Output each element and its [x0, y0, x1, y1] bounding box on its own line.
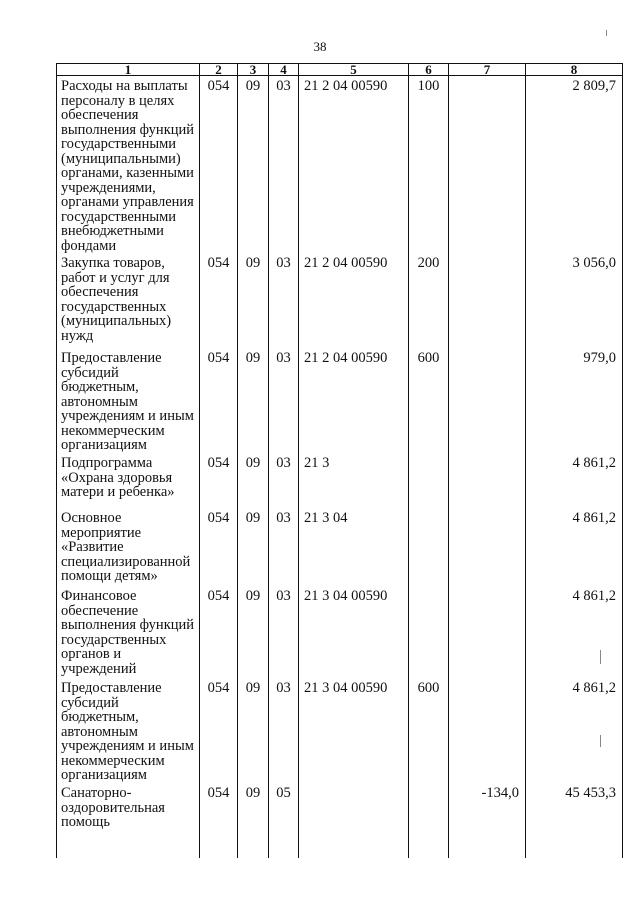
- col-header-4: 4: [269, 64, 299, 76]
- row-cell-8: 4 861,2: [526, 678, 623, 783]
- budget-table: [56, 63, 623, 858]
- row-cell-2: 054: [200, 76, 238, 254]
- row-cell-6: [409, 453, 449, 508]
- row-cell-2: 054: [200, 508, 238, 586]
- row-cell-4: 03: [269, 253, 299, 348]
- row-cell-3: 09: [238, 453, 269, 508]
- row-cell-7: [449, 678, 526, 783]
- row-name-cell: Закупка товаров, работ и услуг для обеспечения государственных (муниципальных) нужд: [57, 253, 200, 348]
- table-row: [57, 586, 623, 678]
- row-cell-5: 21 3 04: [299, 508, 409, 586]
- row-cell-3: 09: [238, 678, 269, 783]
- row-cell-8: 979,0: [526, 348, 623, 453]
- row-cell-7: [449, 453, 526, 508]
- col-header-3: 3: [238, 64, 269, 76]
- row-cell-8: 3 056,0: [526, 253, 623, 348]
- row-cell-4: 03: [269, 678, 299, 783]
- row-cell-8: 45 453,3: [526, 783, 623, 858]
- row-cell-2: 054: [200, 253, 238, 348]
- row-cell-6: 600: [409, 348, 449, 453]
- row-name-cell: Подпрограмма «Охрана здоровья матери и ребенка»: [57, 453, 200, 508]
- row-cell-2: 054: [200, 783, 238, 858]
- row-cell-7: [449, 508, 526, 586]
- row-name-cell: Предоставление субсидий бюджетным, автономным учреждениям и иным некоммерческим организациям: [57, 348, 200, 453]
- row-cell-6: [409, 586, 449, 678]
- col-header-8: 8: [526, 64, 623, 76]
- row-cell-5: 21 3 04 00590: [299, 678, 409, 783]
- row-cell-7: [449, 76, 526, 254]
- scan-speck: [600, 650, 601, 664]
- row-cell-3: 09: [238, 508, 269, 586]
- row-cell-8: 2 809,7: [526, 76, 623, 254]
- row-name-cell: Финансовое обеспечение выполнения функций государственных органов и учреждений: [57, 586, 200, 678]
- col-header-6: 6: [409, 64, 449, 76]
- table-row: [57, 76, 623, 254]
- row-cell-5: 21 3 04 00590: [299, 586, 409, 678]
- row-cell-7: [449, 348, 526, 453]
- row-cell-5: 21 3: [299, 453, 409, 508]
- table-row: [57, 348, 623, 453]
- row-cell-3: 09: [238, 76, 269, 254]
- header-row: [57, 64, 623, 76]
- table-row: [57, 508, 623, 586]
- row-cell-2: 054: [200, 678, 238, 783]
- row-cell-3: 09: [238, 253, 269, 348]
- col-header-2: 2: [200, 64, 238, 76]
- row-cell-4: 03: [269, 586, 299, 678]
- row-cell-3: 09: [238, 783, 269, 858]
- row-cell-5: 21 2 04 00590: [299, 253, 409, 348]
- row-cell-3: 09: [238, 586, 269, 678]
- row-cell-7: [449, 253, 526, 348]
- row-cell-6: 100: [409, 76, 449, 254]
- table-row: [57, 453, 623, 508]
- row-cell-5: 21 2 04 00590: [299, 348, 409, 453]
- row-name-cell: Санаторно-оздоровительная помощь: [57, 783, 200, 858]
- scan-speck: [606, 30, 607, 36]
- row-cell-7: [449, 586, 526, 678]
- table-row: [57, 678, 623, 783]
- row-name-cell: Предоставление субсидий бюджетным, автономным учреждениям и иным некоммерческим организациям: [57, 678, 200, 783]
- row-cell-4: 03: [269, 508, 299, 586]
- row-cell-6: [409, 783, 449, 858]
- row-cell-2: 054: [200, 453, 238, 508]
- row-cell-3: 09: [238, 348, 269, 453]
- row-cell-8: 4 861,2: [526, 586, 623, 678]
- row-cell-6: 600: [409, 678, 449, 783]
- row-cell-4: 03: [269, 76, 299, 254]
- col-header-1: 1: [57, 64, 200, 76]
- col-header-5: 5: [299, 64, 409, 76]
- row-cell-2: 054: [200, 586, 238, 678]
- row-cell-5: 21 2 04 00590: [299, 76, 409, 254]
- col-header-7: 7: [449, 64, 526, 76]
- row-cell-6: [409, 508, 449, 586]
- row-name-cell: Расходы на выплаты персоналу в целях обеспечения выполнения функций государственными (муниципальными) органами, казенными учреждениями, органами управления государственными внебюджетными фондами: [57, 76, 200, 254]
- row-cell-2: 054: [200, 348, 238, 453]
- row-cell-4: 03: [269, 348, 299, 453]
- row-cell-8: 4 861,2: [526, 453, 623, 508]
- row-cell-6: 200: [409, 253, 449, 348]
- table-row: [57, 783, 623, 858]
- table-row: [57, 253, 623, 348]
- row-cell-8: 4 861,2: [526, 508, 623, 586]
- row-cell-5: [299, 783, 409, 858]
- page-number: 38: [313, 39, 327, 54]
- row-name-cell: Основное мероприятие «Развитие специализированной помощи детям»: [57, 508, 200, 586]
- scan-speck: [600, 735, 601, 747]
- row-cell-4: 03: [269, 453, 299, 508]
- row-cell-7: -134,0: [449, 783, 526, 858]
- row-cell-4: 05: [269, 783, 299, 858]
